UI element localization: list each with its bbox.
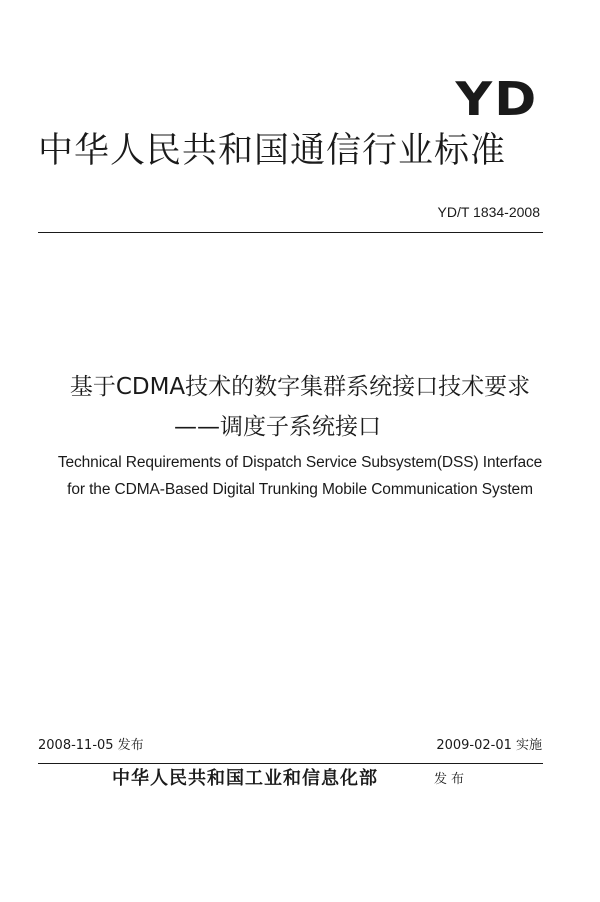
english-title-line-2: for the CDMA-Based Digital Trunking Mobile Communication System [67,481,533,498]
english-title-line-1: Technical Requirements of Dispatch Service Subsystem(DSS) Interface [57,454,543,471]
bottom-divider [38,763,543,764]
issuing-authority: 中华人民共和国工业和信息化部 [112,768,378,789]
top-divider [38,232,543,233]
chinese-title: 基于CDMA技术的数字集群系统接口技术要求 [69,374,531,400]
issue-date: 2008-11-05 发布 [38,738,144,753]
organization-title: 中华人民共和国通信行业标准 [38,131,507,171]
yd-logo: YD [454,72,538,126]
issuer-action: 发布 [434,772,469,787]
implementation-date: 2009-02-01 实施 [436,738,542,753]
standard-number: YD/T 1834-2008 [437,204,540,220]
chinese-subtitle: ——调度子系统接口 [174,414,381,440]
